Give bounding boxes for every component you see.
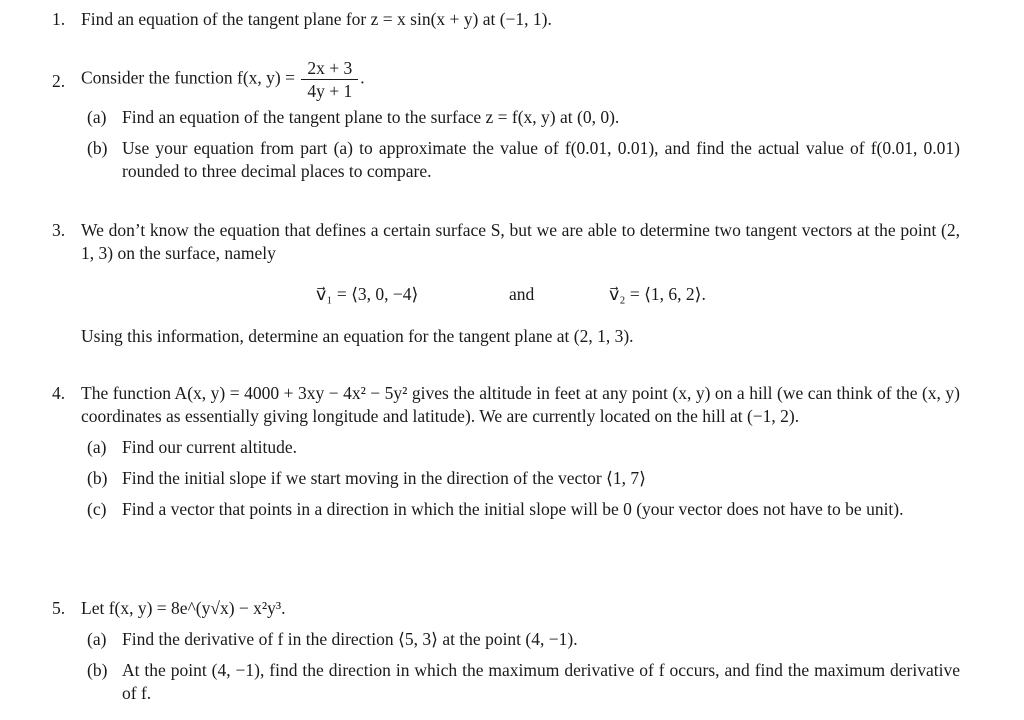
problem-5 [52,597,960,705]
problem-number: 2. [52,71,66,91]
intro-period: . [360,67,365,88]
part-label: (a) [87,107,107,127]
fraction [301,57,358,102]
problem-1 [52,8,960,31]
intro-text: Consider the function f(x, y) = [81,67,295,88]
part-c [81,498,960,521]
part-text: At the point (4, −1), find the direction in which the maximum derivative of f occurs, and find the maximum derivative of f. [122,660,960,703]
part-label: (b) [87,468,108,488]
part-b [81,137,960,183]
vector-v2: v⃗₂ = ⟨1, 6, 2⟩. [609,284,706,304]
part-b [81,467,960,490]
problem-number: 4. [52,383,66,403]
part-a [81,106,960,129]
part-label: (a) [87,629,107,649]
part-b [81,659,960,705]
problem-number: 5. [52,598,66,618]
part-label: (b) [87,138,108,158]
part-text: Find an equation of the tangent plane to the surface z = f(x, y) at (0, 0). [122,107,620,127]
problem-text: Find an equation of the tangent plane for z = x sin(x + y) at (−1, 1). [81,9,552,29]
problem-text: We don’t know the equation that defines a certain surface S, but we are able to determine two tangent vectors at the point (2, 1, 3) on the surface, namely [81,220,960,263]
part-a [81,628,960,651]
part-text: Use your equation from part (a) to approximate the value of f(0.01, 0.01), and find the actual value of f(0.01, 0.01) rounded to three decimal places to compare. [122,138,960,181]
fraction-numerator: 2x + 3 [301,57,358,80]
problem-text: The function A(x, y) = 4000 + 3xy − 4x² − 5y² gives the altitude in feet at any point (x, y) on a hill (we can think of the (x, y) coordinates as essentially giving longitude and latitude). We are currently located on the hill at (−1, 2). [81,383,960,426]
part-label: (b) [87,660,108,680]
and-word: and [509,284,535,304]
tangent-vectors [52,283,960,309]
part-text: Find a vector that points in a direction in which the initial slope will be 0 (your vector does not have to be unit). [122,499,904,519]
part-text: Find our current altitude. [122,437,297,457]
problem-number: 1. [52,9,66,29]
problem-number: 3. [52,220,66,240]
problem-text: Let f(x, y) = 8e^(y√x) − x²y³. [81,598,286,618]
problem-intro [81,57,960,102]
problem-conclusion: Using this information, determine an equation for the tangent plane at (2, 1, 3). [81,326,634,346]
problem-4 [52,382,960,521]
fraction-denominator: 4y + 1 [307,81,353,101]
problem-3 [52,219,960,348]
part-label: (c) [87,499,107,519]
vector-v1: v⃗₁ = ⟨3, 0, −4⟩ [316,284,419,304]
part-text: Find the initial slope if we start moving in the direction of the vector ⟨1, 7⟩ [122,468,646,488]
problem-2 [52,57,960,183]
part-a [81,436,960,459]
part-label: (a) [87,437,107,457]
part-text: Find the derivative of f in the direction ⟨5, 3⟩ at the point (4, −1). [122,629,578,649]
